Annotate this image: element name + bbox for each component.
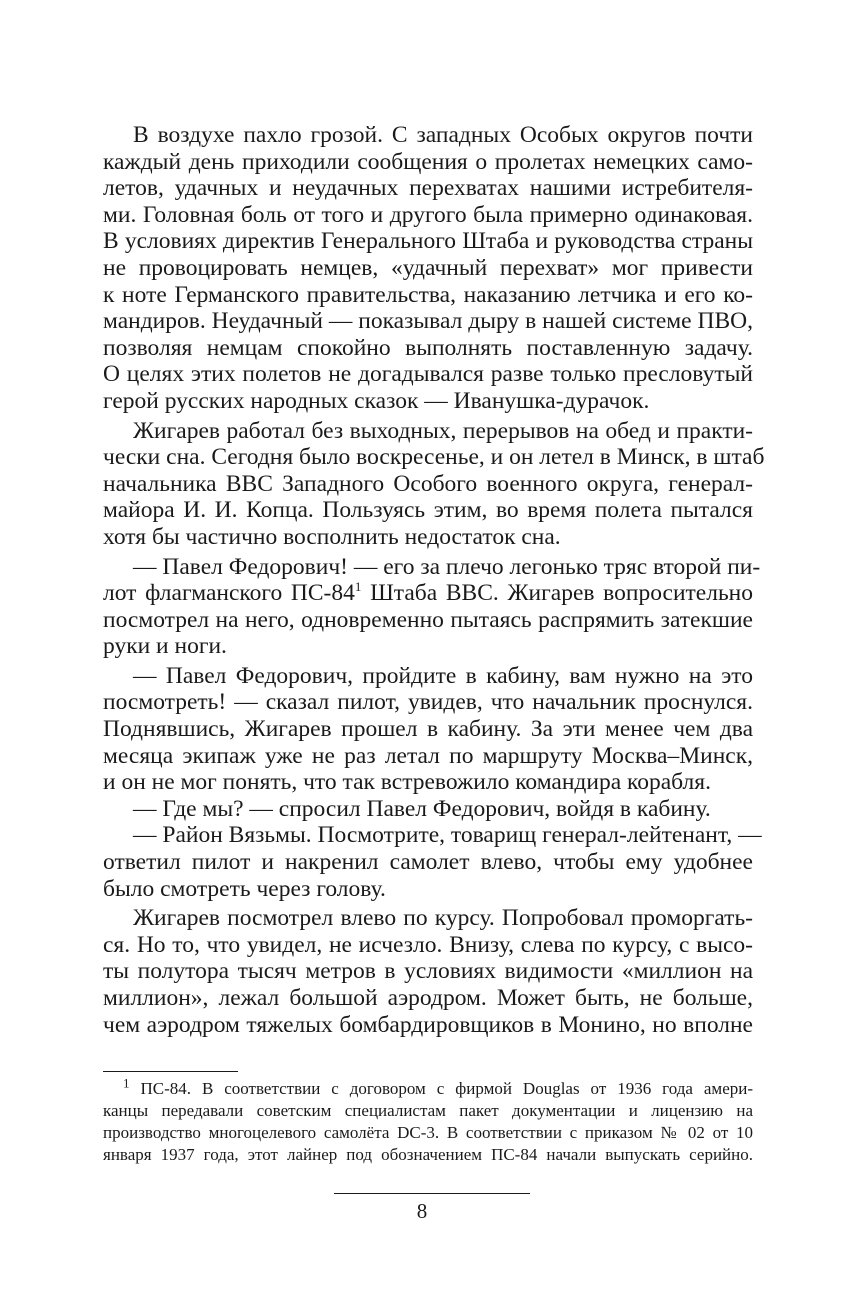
paragraph-3 — [103, 553, 761, 660]
paragraph-5 — [103, 796, 753, 823]
text-line: герой русских народных сказок — Иванушка-дурачок. — [103, 387, 650, 414]
text-line: чем аэродром тяжелых бомбардировщиков в Монино, но вполне — [103, 1011, 753, 1038]
text-line: чески сна. Сегодня было воскресенье, и он летел в Минск, в штаб — [103, 444, 765, 471]
footnote-line: января 1937 года, этот лайнер под обозначением ПС-84 начали выпускать серийно. — [103, 1145, 753, 1164]
text-line: хотя бы частично восполнить недостаток сна. — [103, 523, 561, 550]
text-line: миллион», лежал большой аэродром. Может быть, не больше, — [103, 985, 753, 1011]
paragraph-2 — [103, 417, 765, 551]
main-text — [103, 122, 765, 1038]
text-line: летов, удачных и неудачных перехватах нашими истребителя- — [103, 175, 753, 202]
footnote-reference: 1 — [354, 579, 362, 595]
text-line: не провоцировать немцев, «удачный перехват» мог привести — [103, 254, 753, 281]
footnote-marker: 1 — [123, 1075, 130, 1091]
text-line: Жигарев посмотрел влево по курсу. Попробовал проморгать- — [133, 905, 753, 932]
text-line: ми. Головная боль от того и другого была примерно одинаковая. — [103, 201, 753, 228]
text-line: начальника ВВС Западного Особого военного округа, генерал- — [103, 470, 753, 497]
footnote-line — [103, 1075, 753, 1100]
text-line: майора И. И. Копца. Пользуясь этим, во время полета пытался — [103, 497, 753, 524]
text-line: В условиях директив Генерального Штаба и руководства страны — [103, 228, 753, 255]
paragraph-7 — [103, 905, 753, 1038]
text-line: — Район Вязьмы. Посмотрите, товарищ генерал-лейтенант, — — [133, 822, 762, 849]
paragraph-4 — [103, 663, 753, 796]
text-line-with-footnote-ref — [103, 580, 753, 607]
text-line: посмотреть! — сказал пилот, увидев, что начальник проснулся. — [103, 689, 753, 716]
text-line: ответил пилот и накренил самолет влево, чтобы ему удобнее — [103, 849, 753, 876]
text-line: ся. Но то, что увидел, не исчезло. Внизу, слева по курсу, с высо- — [103, 931, 753, 958]
text-line: посмотрел на него, одновременно пытаясь распрямить затекшие — [103, 606, 753, 633]
text-line: к ноте Германского правительства, наказанию летчика и его ко- — [103, 281, 753, 308]
paragraph-6 — [103, 822, 762, 902]
paragraph-1 — [103, 122, 753, 415]
text-line: В воздухе пахло грозой. С западных Особых округов почти — [133, 122, 753, 148]
footnote — [103, 1075, 753, 1166]
text-line: каждый день приходили сообщения о пролетах немецких само- — [103, 148, 753, 175]
text-line: было смотреть через голову. — [103, 875, 386, 902]
footnote-line: производство многоцелевого самолёта DC-3. В соответствии с приказом № 02 от 10 — [103, 1123, 753, 1142]
text-line: руки и ноги. — [103, 633, 227, 660]
text-line: — Где мы? — спросил Павел Федорович, войдя в кабину. — [133, 795, 711, 822]
text-line: Жигарев работал без выходных, перерывов на обед и практи- — [133, 417, 753, 444]
footnote-line: канцы передавали советским специалистам пакет документации и лицензию на — [103, 1101, 753, 1120]
text-line: — Павел Федорович, пройдите в кабину, вам нужно на это — [133, 662, 753, 689]
page-number: 8 — [416, 1199, 428, 1223]
page-number-rule — [334, 1193, 530, 1194]
text-fragment: лот флагманского ПС-84 — [103, 580, 355, 607]
text-line: Поднявшись, Жигарев прошел в кабину. За эти менее чем два — [103, 716, 753, 743]
text-line: ты полутора тысяч метров в условиях видимости «миллион на — [103, 958, 753, 985]
text-fragment: Штаба ВВС. Жигарев вопросительно — [361, 580, 754, 607]
text-line: — Павел Федорович! — его за плечо легонько тряс второй пи- — [133, 553, 761, 580]
text-line: О целях этих полетов не догадывался разве только пресловутый — [103, 361, 753, 388]
text-line: месяца экипаж уже не раз летал по маршруту Москва–Минск, — [103, 742, 753, 769]
text-fragment: ПС-84. В соответствии с договором с фирмой Douglas от 1936 года амери- — [129, 1079, 753, 1098]
text-line: позволяя немцам спокойно выполнять поставленную задачу. — [103, 334, 753, 361]
footnote-separator — [103, 1071, 238, 1072]
text-line: и он не мог понять, что так встревожило командира корабля. — [103, 769, 711, 796]
text-line: мандиров. Неудачный — показывал дыру в нашей системе ПВО, — [103, 308, 753, 335]
